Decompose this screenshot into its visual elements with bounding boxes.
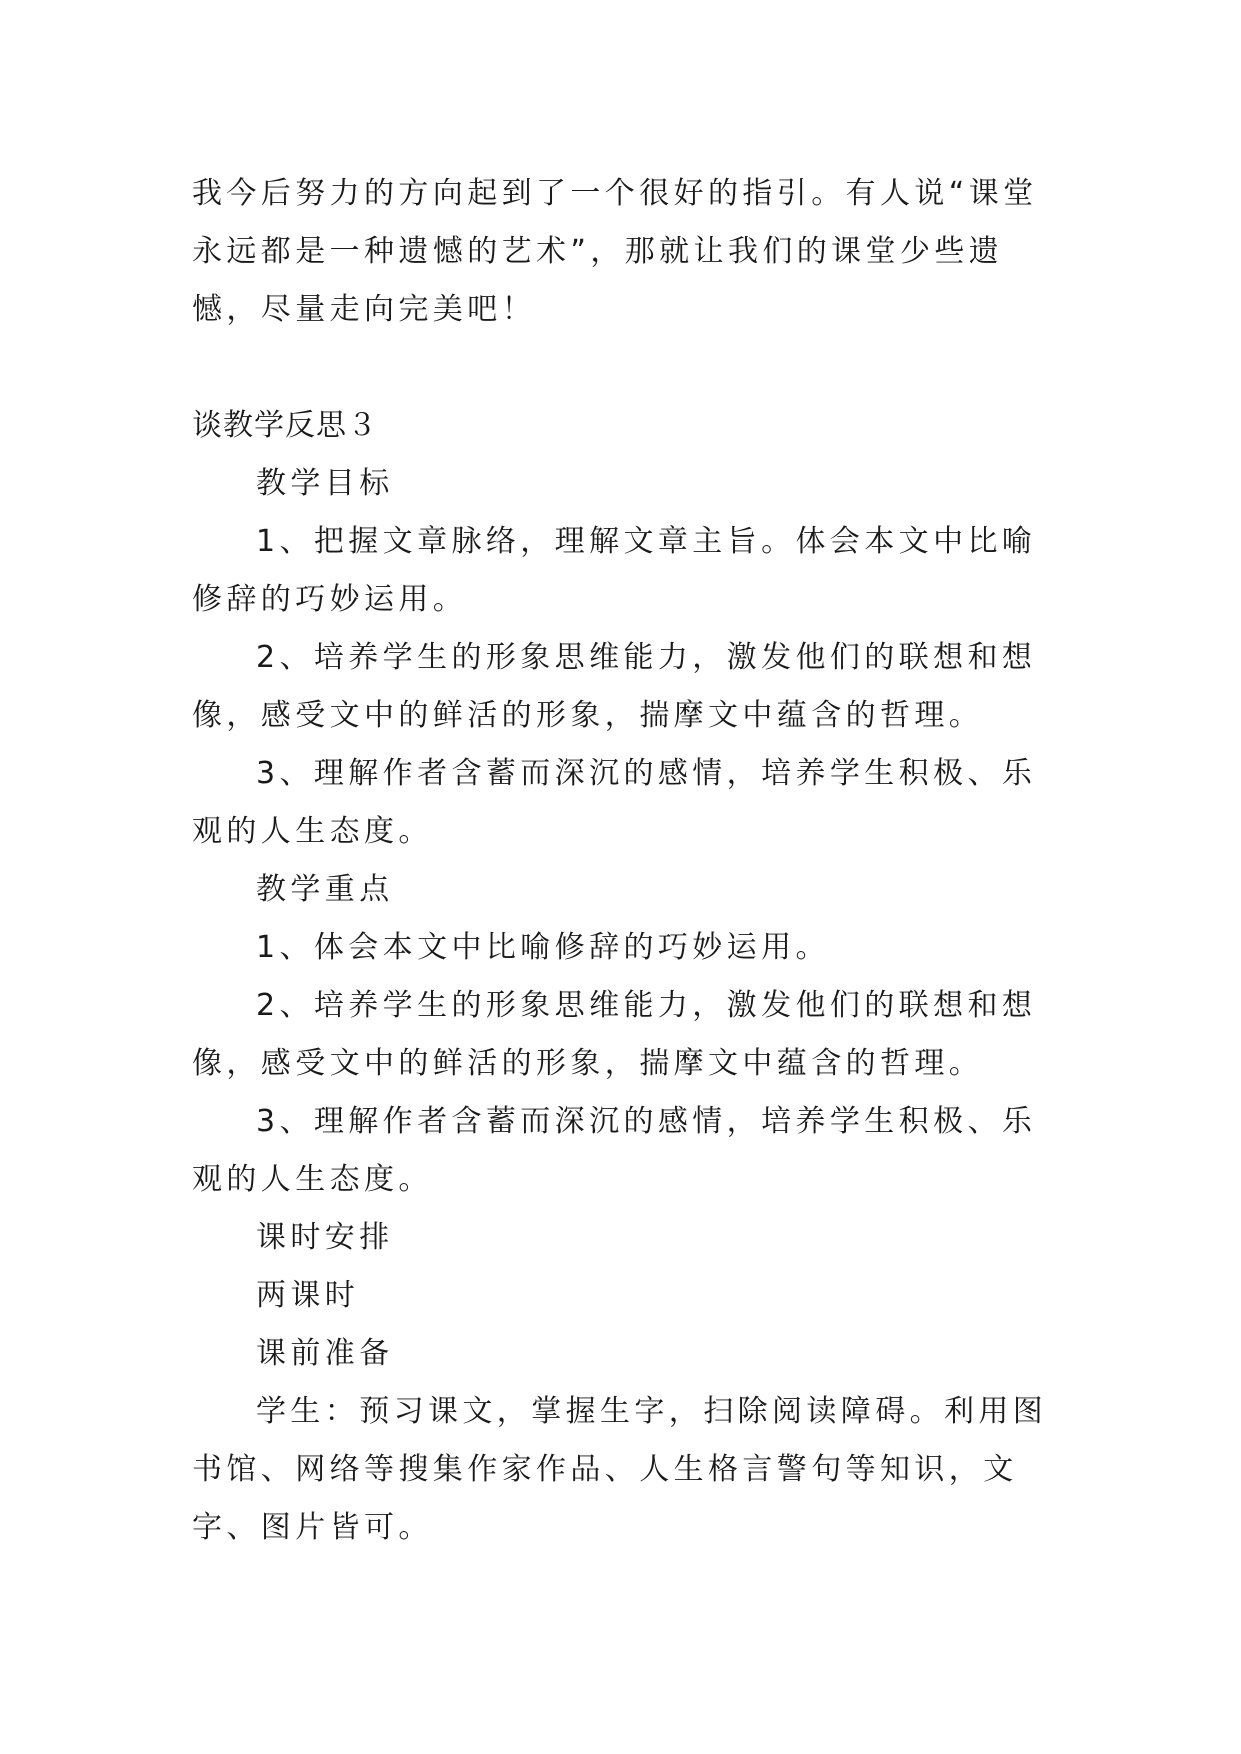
focus-item-2: 2、培养学生的形象思维能力，激发他们的联想和想像，感受文中的鲜活的形象，揣摩文中蕴含的哲理。: [192, 988, 1037, 1081]
focus-item-3: 3、理解作者含蓄而深沉的感情，培养学生积极、乐观的人生态度。: [192, 1104, 1037, 1197]
continuation-paragraph: 我今后努力的方向起到了一个很好的指引。有人说“课堂永远都是一种遗憾的艺术”，那就让我们的课堂少些遗憾，尽量走向完美吧！: [192, 176, 1038, 327]
heading-class-schedule: 课时安排: [256, 1220, 394, 1255]
heading-teaching-focus: 教学重点: [256, 872, 394, 907]
goal-item-1: 1、把握文章脉络，理解文章主旨。体会本文中比喻修辞的巧妙运用。: [192, 524, 1037, 617]
heading-teaching-goals: 教学目标: [256, 466, 394, 501]
preparation-students: 学生：预习课文，掌握生字，扫除阅读障碍。利用图书馆、网络等搜集作家作品、人生格言警句等知识，文字、图片皆可。: [192, 1394, 1048, 1545]
document-body: [192, 165, 1062, 1557]
heading-preparation: 课前准备: [256, 1336, 394, 1371]
goal-item-3: 3、理解作者含蓄而深沉的感情，培养学生积极、乐观的人生态度。: [192, 756, 1037, 849]
section-title: 谈教学反思３: [192, 408, 378, 443]
goal-item-2: 2、培养学生的形象思维能力，激发他们的联想和想像，感受文中的鲜活的形象，揣摩文中蕴含的哲理。: [192, 640, 1037, 733]
focus-item-1: 1、体会本文中比喻修辞的巧妙运用。: [256, 930, 830, 965]
schedule-value: 两课时: [256, 1278, 360, 1313]
